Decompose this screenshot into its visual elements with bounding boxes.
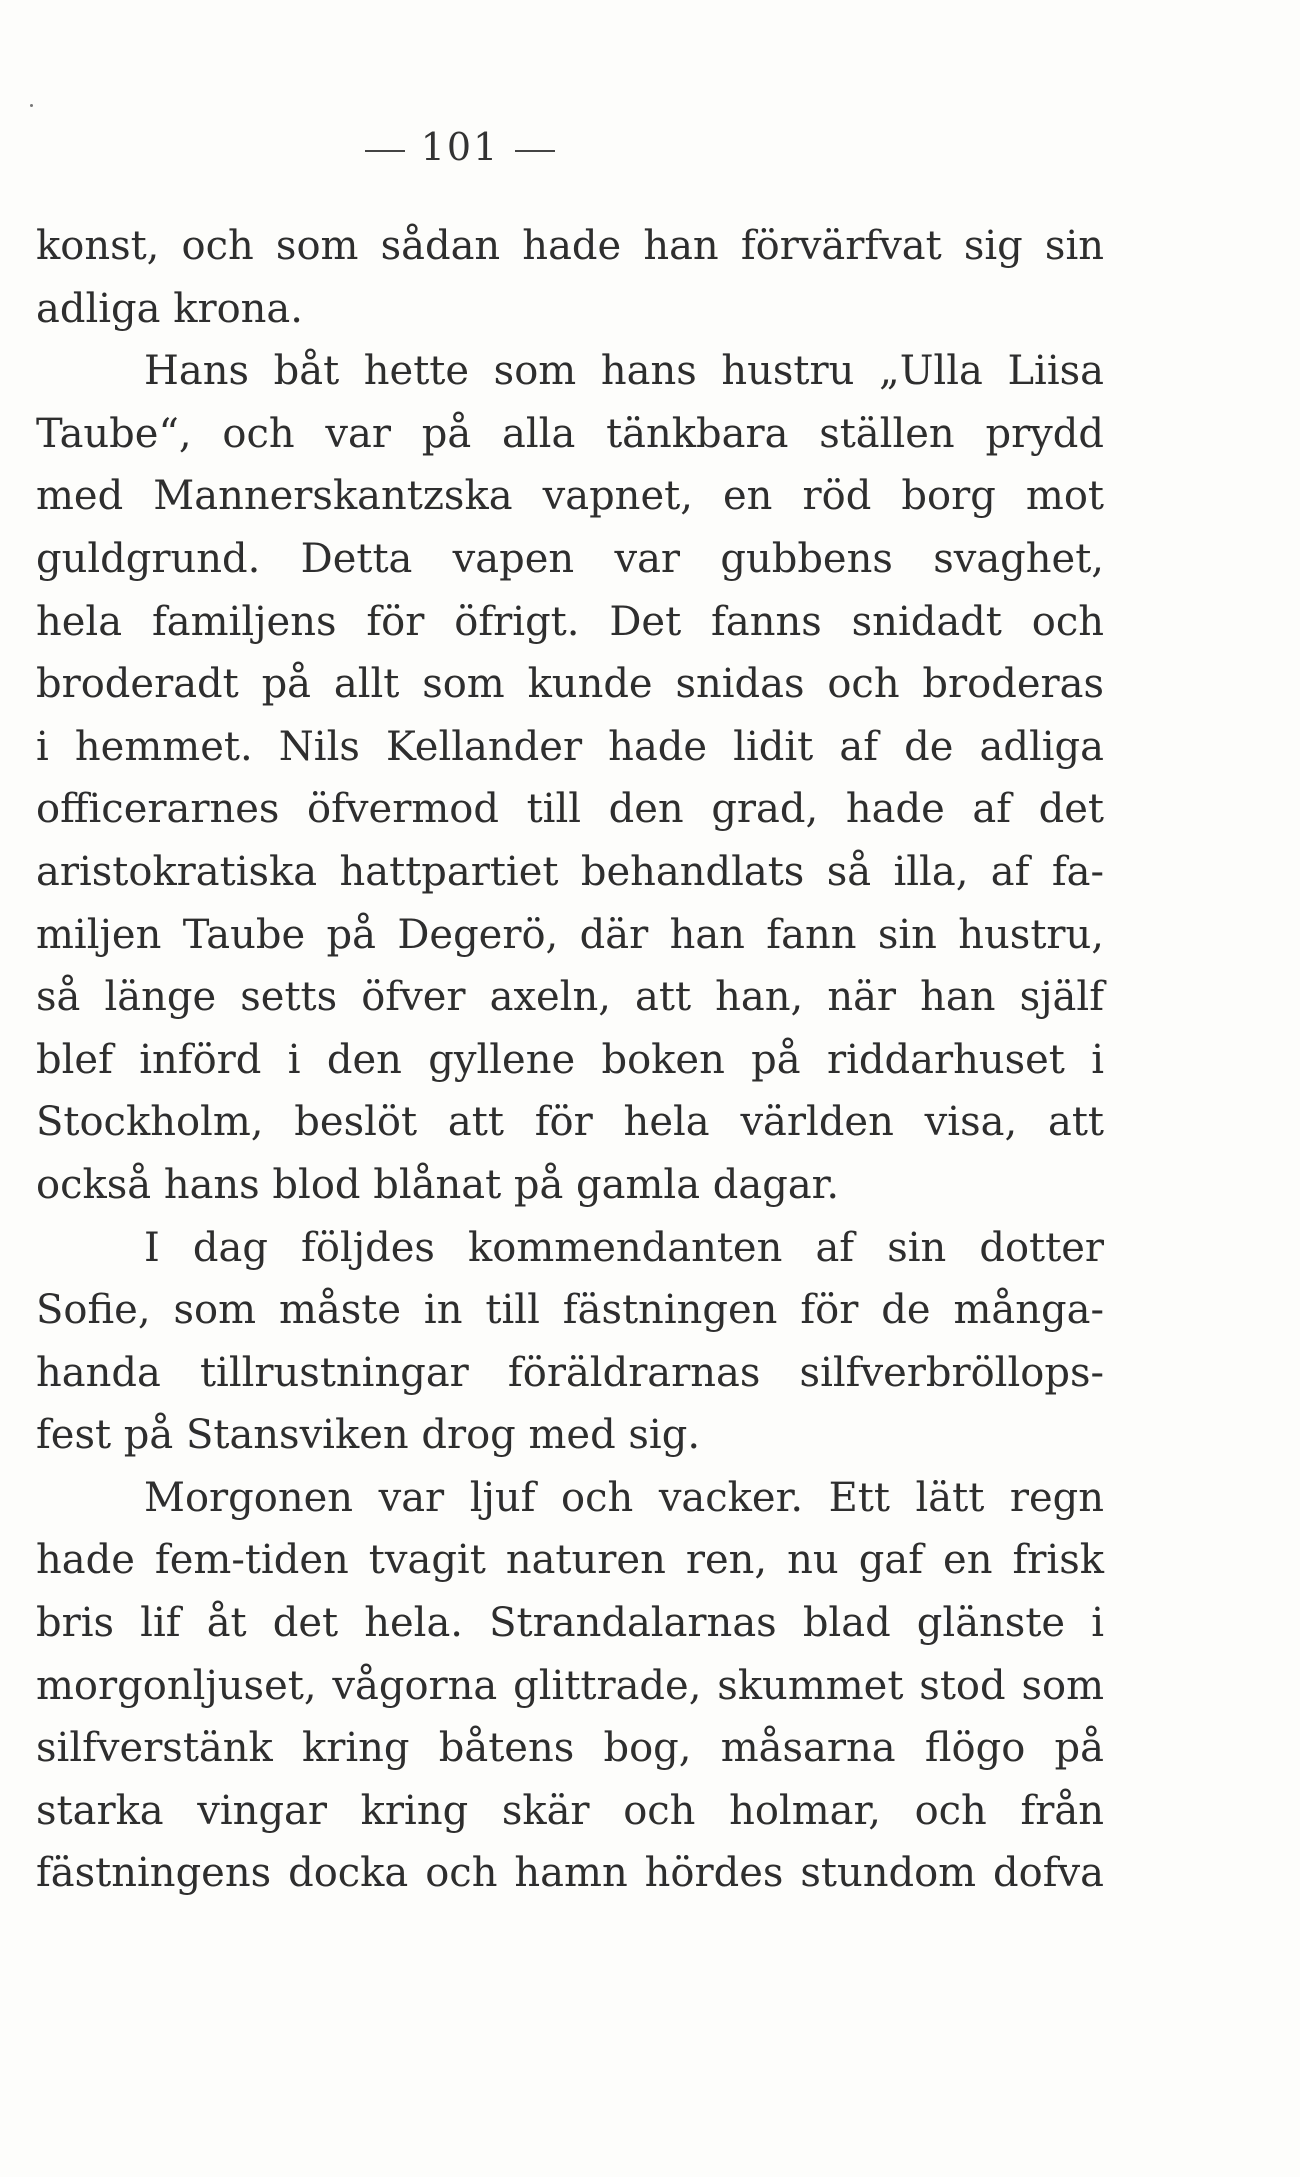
text-line: Stockholm, beslöt att för hela världen visa, att [36, 1099, 1104, 1146]
text-line: starka vingar kring skär och holmar, och från [36, 1787, 1104, 1834]
text-line: Sofie, som måste in till fästningen för de många- [36, 1287, 1104, 1334]
page-number-dash-right [515, 150, 555, 152]
text-line: aristokratiska hattpartiet behandlats så illa, af fa- [36, 848, 1104, 895]
text-line: broderadt på allt som kunde snidas och broderas [36, 661, 1104, 708]
text-line: Taube“, och var på alla tänkbara ställen prydd [36, 410, 1104, 457]
text-line: fästningens docka och hamn hördes stundom dofva [36, 1850, 1104, 1897]
text-line: officerarnes öfvermod till den grad, hade af det [36, 786, 1104, 833]
text-line: bris lif åt det hela. Strandalarnas blad glänste i [36, 1600, 1104, 1647]
text-line: silfverstänk kring båtens bog, måsarna flögo på [36, 1725, 1104, 1772]
text-line: med Mannerskantzska vapnet, en röd borg mot [36, 473, 1104, 520]
text-line: hela familjens för öfrigt. Det fanns snidadt och [36, 598, 1104, 645]
text-line: miljen Taube på Degerö, där han fann sin hustru, [36, 911, 1104, 958]
text-line: konst, och som sådan hade han förvärfvat sig sin [36, 223, 1104, 269]
text-line: Morgonen var ljuf och vacker. Ett lätt regn [144, 1474, 1104, 1521]
text-line: Hans båt hette som hans hustru „Ulla Liisa [144, 348, 1104, 395]
page-number-value: 101 [420, 125, 500, 169]
text-line: också hans blod blånat på gamla dagar. [36, 1161, 840, 1208]
text-line: i hemmet. Nils Kellander hade lidit af de adliga [36, 723, 1104, 770]
text-line: så länge setts öfver axeln, att han, när han själf [36, 974, 1104, 1021]
text-line: hade fem-tiden tvagit naturen ren, nu gaf en frisk [36, 1537, 1104, 1584]
text-line: I dag följdes kommendanten af sin dotter [144, 1224, 1104, 1271]
text-line: handa tillrustningar föräldrarnas silfverbröllops- [36, 1349, 1104, 1396]
page-number-dash-left [365, 150, 405, 152]
page-number [0, 125, 920, 169]
text-line: fest på Stansviken drog med sig. [36, 1412, 701, 1459]
body-text [36, 215, 1104, 1905]
text-line: guldgrund. Detta vapen var gubbens svaghet, [36, 535, 1104, 582]
text-line: morgonljuset, vågorna glittrade, skummet stod som [36, 1662, 1104, 1709]
print-speck [30, 104, 33, 107]
text-line: blef införd i den gyllene boken på riddarhuset i [36, 1036, 1104, 1083]
text-line: adliga krona. [36, 285, 303, 332]
